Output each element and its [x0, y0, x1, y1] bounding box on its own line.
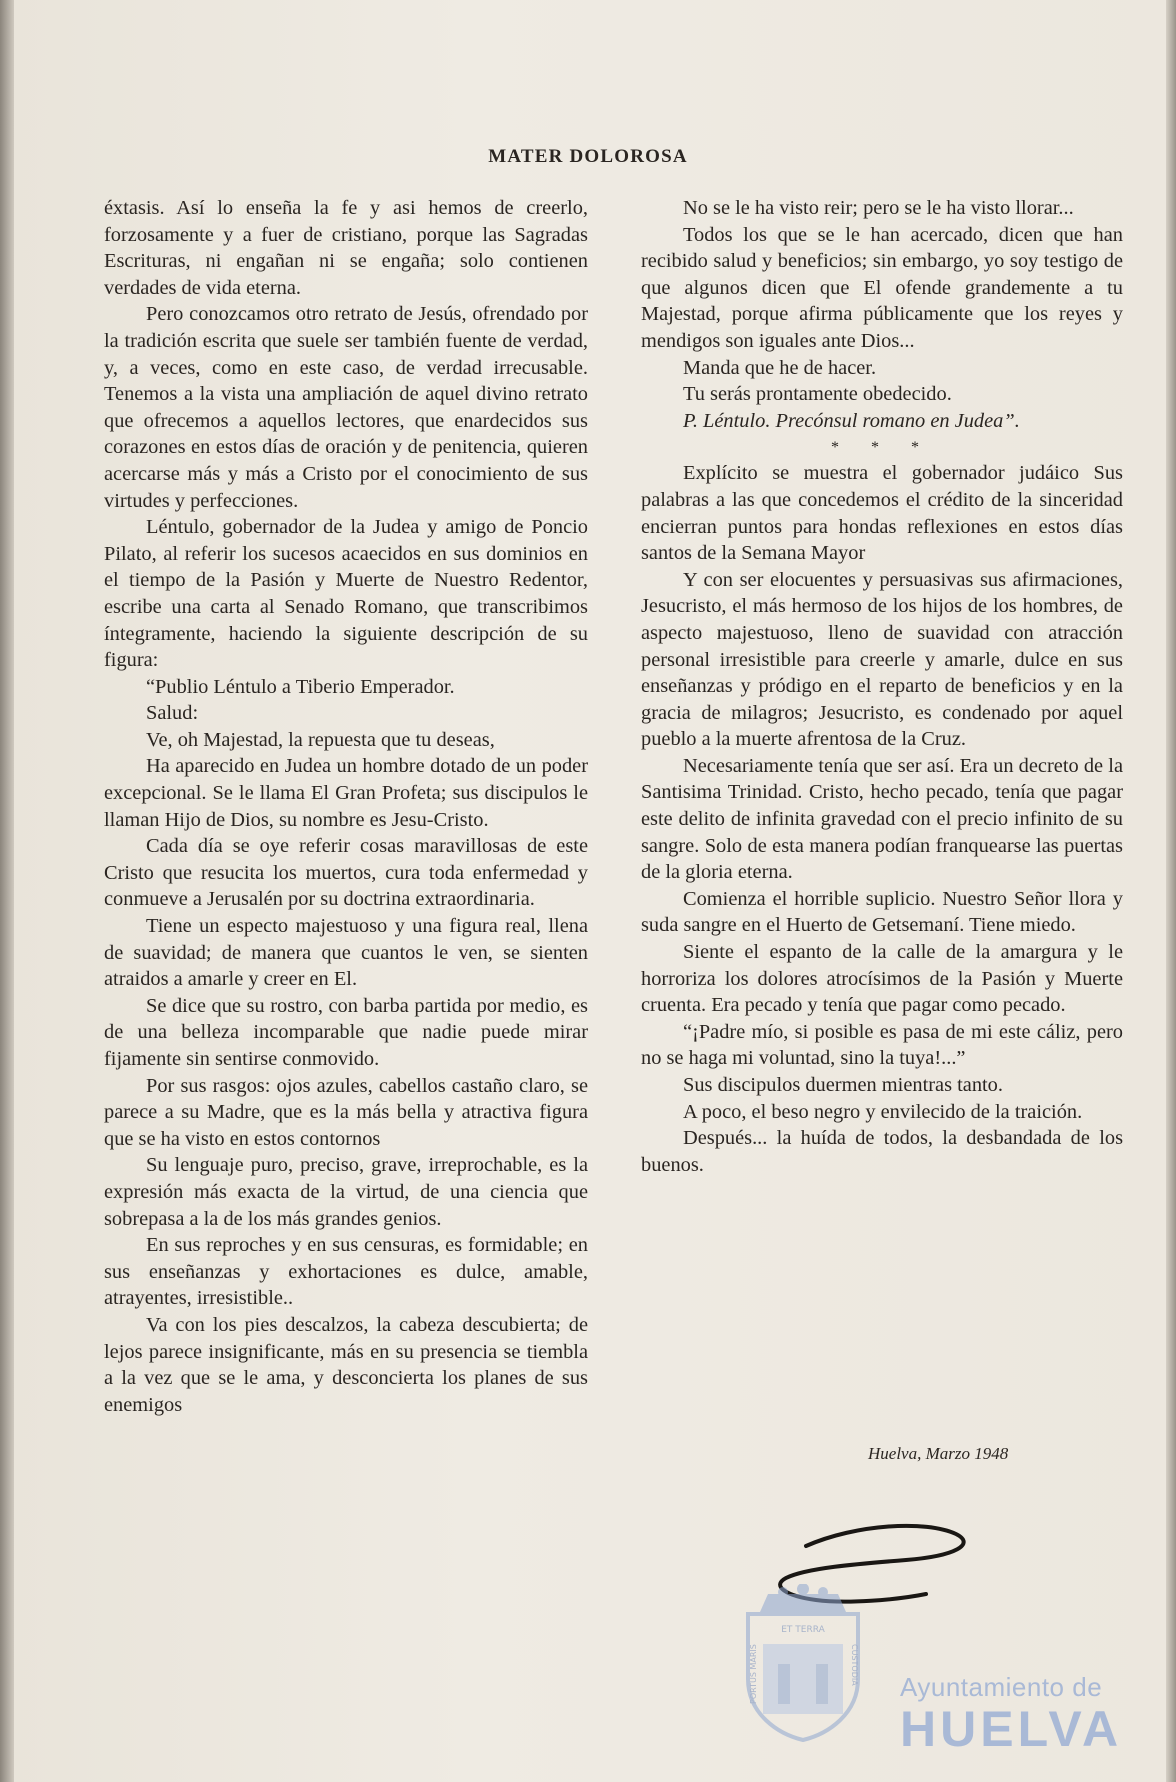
paragraph: Necesariamente tenía que ser así. Era un decreto de la Santisima Trinidad. Cristo, hecho pecado, tenía que pagar este delito de infinita gravedad con el precio infinito de su sangre. Solo de esta manera podían franquearse las puertas de la gloria eterna. — [641, 754, 1123, 884]
paragraph: Cada día se oye referir cosas maravillosas de este Cristo que resucita los muertos, cura toda enfermedad y conmueve a Jerusalén por su doctrina extraordinaria. — [104, 835, 588, 911]
paragraph: Ha aparecido en Judea un hombre dotado de un poder excepcional. Se le llama El Gran Profeta; sus discipulos le llaman Hijo de Dios, su nombre es Jesu-Cristo. — [104, 755, 588, 831]
paragraph: Por sus rasgos: ojos azules, cabellos castaño claro, se parece a su Madre, que es la más bella y atractiva figura que se ha visto en estos contornos — [104, 1074, 588, 1150]
paragraph: “¡Padre mío, si posible es pasa de mi este cáliz, pero no se haga mi voluntad, sino la tuya!...” — [641, 1020, 1123, 1070]
paragraph: éxtasis. Así lo enseña la fe y asi hemos de creerlo, forzosamente y a fuer de cristiano, porque las Sagradas Escrituras, ni engañan ni se engaña; solo contienen verdades de vida eterna. — [104, 197, 588, 299]
watermark-line-2: HUELVA — [900, 1701, 1123, 1757]
paragraph: Su lenguaje puro, preciso, grave, irreprochable, es la expresión más exacta de la virtud, de una ciencia que sobrepasa a la de los más grandes genios. — [104, 1154, 588, 1230]
paragraph: P. Léntulo. Precónsul romano en Judea”. — [683, 409, 1020, 432]
paragraph: Ve, oh Majestad, la repuesta que tu deseas, — [146, 728, 495, 751]
paragraph: Explícito se muestra el gobernador judáico Sus palabras a las que concedemos el crédito de la sinceridad encierran puntos para hondas reflexiones en estos días santos de la Semana Mayor — [641, 462, 1123, 565]
scan-edge-right — [1166, 0, 1176, 1782]
scan-edge-left — [0, 0, 14, 1782]
paragraph: Léntulo, gobernador de la Judea y amigo de Poncio Pilato, al referir los sucesos acaecidos en sus dominios en el tiempo de la Pasión y Muerte de Nuestro Redentor, escribe una carta al Senado Romano, que transcribimos íntegramente, haciendo la siguiente descripción de su figura: — [104, 516, 588, 672]
paragraph: Tiene un especto majestuoso y una figura real, llena de suavidad; de manera que cuantos le ven, se sienten atraidos a amarle y creer en El. — [104, 915, 588, 991]
paragraph: Comienza el horrible suplicio. Nuestro Señor llora y suda sangre en el Huerto de Getsemaní. Tiene miedo. — [641, 887, 1123, 937]
paragraph: No se le ha visto reir; pero se le ha visto llorar... — [683, 197, 1074, 219]
page-title: MATER DOLOROSA — [488, 146, 688, 167]
paragraph: Y con ser elocuentes y persuasivas sus afirmaciones, Jesucristo, el más hermoso de los hijos de los hombres, de aspecto majestuoso, lleno de suavidad con atracción personal irresistible para creerle y amarle, dulce en sus enseñanzas y pródigo en el reparto de beneficios y en la gracia de milagros; Jesucristo, es condenado por aquel pueblo a la muerte afrentosa de la Cruz. — [641, 568, 1123, 751]
paragraph: En sus reproches y en sus censuras, es formidable; en sus enseñanzas y exhortaciones es dulce, amable, atrayentes, irresistible.. — [104, 1234, 588, 1310]
seal-text-right: CUSTODIA — [850, 1644, 859, 1686]
huelva-coat-of-arms-watermark — [728, 1584, 878, 1744]
right-column — [641, 195, 1123, 1178]
paragraph: Pero conozcamos otro retrato de Jesús, ofrendado por la tradición escrita que suele ser también fuente de verdad, y, a veces, como en este caso, de verdad irrecusable. Tenemos a la vista una ampliación de aquel divino retrato que ofrecemos a aquellos lectores, que enardecidos sus corazones en estos días de oración y de penitencia, quieren acercarse más y más a Cristo por el conocimiento de sus virtudes y perfecciones. — [104, 303, 588, 512]
right-column-commentary — [641, 460, 1123, 1178]
watermark-line-1: Ayuntamiento de — [900, 1672, 1103, 1702]
paragraph: Todos los que se le han acercado, dicen que han recibido salud y beneficios; sin embargo, yo soy testigo de que algunos dicen que El ofende grandemente a tu Majestad, porque afirma públicamente que los reyes y mendigos son iguales ante Dios... — [641, 223, 1123, 352]
paragraph: Salud: — [146, 702, 199, 725]
paragraph: A poco, el beso negro y envilecido de la traición. — [683, 1100, 1083, 1123]
left-column — [104, 195, 588, 1418]
paragraph: Después... la huída de todos, la desbandada de los buenos. — [641, 1127, 1123, 1176]
paragraph: Siente el espanto de la calle de la amargura y le horroriza los dolores atrocísimos de la Pasión y Muerte cruenta. Era pecado y tenía que pagar como pecado. — [641, 941, 1123, 1017]
section-separator: * * * — [831, 439, 933, 457]
paragraph: Tu serás prontamente obedecido. — [683, 383, 952, 406]
paragraph: “Publio Léntulo a Tiberio Emperador. — [146, 675, 455, 698]
paragraph: Manda que he de hacer. — [683, 356, 877, 379]
paragraph: Va con los pies descalzos, la cabeza descubierta; de lejos parece insignificante, más en su presencia se tiembla a la vez que se le ama, y desconcierta los planes de sus enemigos — [104, 1313, 588, 1416]
right-column-letter-end — [641, 195, 1123, 434]
seal-text-top: ET TERRA — [781, 1625, 825, 1635]
paragraph: Se dice que su rostro, con barba partida por medio, es de una belleza incomparable que nadie puede mirar fijamente sin sentirse conmovido. — [104, 994, 588, 1070]
paragraph: Sus discipulos duermen mientras tanto. — [683, 1074, 1003, 1096]
seal-text-left: PORTUS MARIS — [749, 1644, 758, 1704]
watermark-text — [900, 1672, 1122, 1755]
place-date-signature: Huelva, Marzo 1948 — [868, 1444, 1009, 1463]
